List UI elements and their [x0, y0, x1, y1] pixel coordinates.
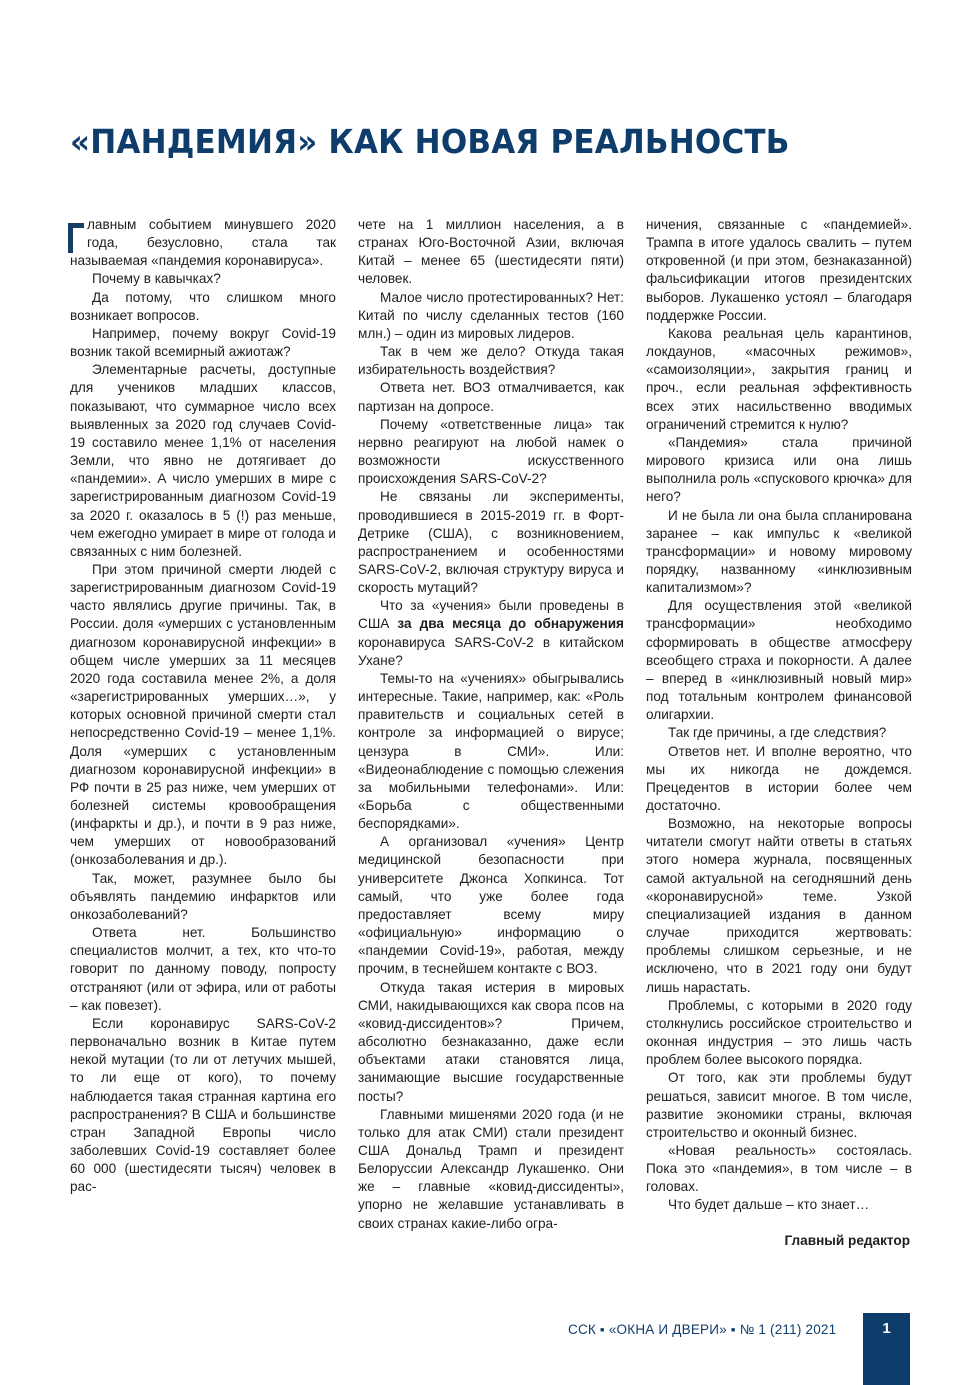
drop-cap-letter-shape	[68, 223, 84, 253]
paragraph: Возможно, на некоторые вопросы читатели смогут найти ответы в статьях этого номера журнала, посвященных самой актуальной на сегодняшний день «коронавирусной» теме. Узкой специализацией издания в данном случае приходится жертвовать: проблемы слишком серьезные, и не исключено, что в 2021 году они будут лишь нарастать.	[646, 816, 912, 995]
article-title: «ПАНДЕМИЯ» КАК НОВАЯ РЕАЛЬНОСТЬ	[70, 122, 790, 161]
article-column-1	[70, 216, 336, 1196]
paragraph: Малое число протестированных? Нет: Китай по числу сделанных тестов (160 млн.) – один из мировых лидеров.	[358, 289, 624, 341]
paragraph-continued: чете на 1 миллион населения, а в странах Юго-Восточной Азии, включая Китай – менее 65 (шестидесяти пяти) человек.	[358, 217, 624, 287]
paragraph: Элементарные расчеты, доступные для учеников младших классов, показывают, что суммарное число всех выявленных за 2020 год случаев Covid-19 составило менее 1,1% от населения Земли, что явно не дотягивает до «пандемии». А число умерших в мире с зарегистрированным диагнозом Covid-19 за 2020 г. оказалось в 5 (!) раз меньше, чем ежегодно умирает в мире от голода и связанных с ним болезней.	[70, 362, 336, 559]
paragraph: «Новая реальность» состоялась. Пока это «пандемия», в том числе – в головах.	[646, 1142, 912, 1195]
paragraph: Так, может, разумнее было бы объявлять пандемию инфарктов или онкозаболеваний?	[70, 870, 336, 922]
paragraph: И не была ли она была спланирована заранее – как импульс к «великой трансформации» и новому мировому порядку, названному «инклюзивным капитализмом»?	[646, 507, 912, 596]
paragraph: Какова реальная цель карантинов, локдаунов, «масочных режимов», «самоизоляции», закрытия границ и проч., если реальная эффективность всех этих насильственно вводимых ограничений стремится к нулю?	[646, 325, 912, 432]
paragraph: «Пандемия» стала причиной мирового кризиса или она лишь выполнила роль «спускового крючка» для него?	[646, 434, 912, 505]
paragraph: Откуда такая истерия в мировых СМИ, накидывающихся как свора псов на «ковид-диссидентов»? Причем, абсолютно безнаказанно, даже если объектами атаки становятся лица, занимающие высшие государственные посты?	[358, 979, 624, 1104]
article-column-2	[358, 216, 624, 1233]
lead-paragraph: лавным событием минувшего 2020 года, безусловно, стала так называемая «пандемия коронавируса».	[70, 217, 336, 269]
page-number-tab	[863, 1313, 910, 1385]
paragraph: А организовал «учения» Центр медицинской безопасности при университете Джонса Хопкинса. Тот самый, что уже более года предоставляет всему миру «официальную» информацию о «пандемии Covid-19», работая, между прочим, в теснейшем контакте с ВОЗ.	[358, 834, 624, 977]
paragraph: Не связаны ли эксперименты, проводившиеся в 2015-2019 гг. в Форт-Детрике (США), с возникновением, распространением и особенностями SARS-CoV-2, включая структуру вируса и скорость мутаций?	[358, 489, 624, 596]
paragraph: Для осуществления этой «великой трансформации» необходимо сформировать в обществе атмосферу всеобщего страха и покорности. А далее – вперед в «инклюзивный новый мир» под тотальным контролем финансовой олигархии.	[646, 598, 912, 723]
paragraph: При этом причиной смерти людей с зарегистрированным диагнозом Covid-19 часто являлись другие причины. Так, в России. доля «умерших с установленным диагнозом коронавирусной инфекции» в общем числе умерших за 11 месяцев 2020 года составила менее 2%, а доля «зарегистрированных умерших…», у которых основной причиной смерти стал непосредственно Covid-19 – менее 1,1%. Доля «умерших с установленным диагнозом коронавирусной инфекции» в РФ почти в 25 раз ниже, чем умерших от болезней системы кровообращения (инфаркты и др.), и почти в 9 раз ниже, чем умерших от новообразований (онкозаболевания и др.).	[70, 561, 336, 868]
paragraph: Так где причины, а где следствия?	[668, 725, 887, 741]
paragraph: Главными мишенями 2020 года (и не только для атак СМИ) стали президент США Дональд Трамп и президент Белоруссии Александр Лукашенко. Они же – главные «ковид-диссиденты», упорно не желавшие устанавливать в своих странах какие-либо огра-	[358, 1106, 624, 1231]
paragraph: Да потому, что слишком много возникает вопросов.	[70, 289, 336, 323]
article-column-3	[646, 216, 912, 1215]
paragraph: Так в чем же дело? Откуда такая избирательность воздействия?	[358, 344, 624, 378]
author-signature: Главный редактор	[784, 1233, 910, 1248]
paragraph: Если коронавирус SARS-CoV-2 первоначально возник в Китае путем некой мутации (то ли от летучих мышей, то ли еще от кого), то почему наблюдается такая странная картина его распространения? В США и большинстве стран Западной Европы число заболевших Covid-19 составляет более 60 000 (шестидесяти тысяч) человек в рас-	[70, 1015, 336, 1195]
paragraph-with-emphasis: Что за «учения» были проведены в США за два месяца до обнаружения коронавируса SARS-CoV-2 в китайском Ухане?	[358, 598, 624, 668]
paragraph: Почему «ответственные лица» так нервно реагируют на любой намек о возможности искусственного происхождения SARS-CoV-2?	[358, 416, 624, 487]
paragraph: Почему в кавычках?	[92, 271, 221, 287]
page-number: 1	[882, 1320, 891, 1337]
paragraph: Ответов нет. И вполне вероятно, что мы их никогда не дождемся. Прецедентов в истории более чем достаточно.	[646, 743, 912, 813]
paragraph: Темы-то на «учениях» обыгрывались интересные. Такие, например, как: «Роль правительств и социальных сетей в контроле за информацией о вирусе; цензура в СМИ». Или: «Видеонаблюдение с помощью слежения за мобильными телефонами». Или: «Борьба с общественными беспорядками».	[358, 670, 624, 832]
emphasis-text: за два месяца до обнаружения	[397, 616, 624, 632]
paragraph: Проблемы, с которыми в 2020 году столкнулись российское строительство и оконная индустрия – это лишь часть проблем более высокого порядка.	[646, 997, 912, 1068]
paragraph: Ответа нет. ВОЗ отмалчивается, как партизан на допросе.	[358, 380, 624, 414]
publication-footer: ССК ▪ «ОКНА И ДВЕРИ» ▪ № 1 (211) 2021	[568, 1322, 837, 1337]
paragraph: Например, почему вокруг Covid-19 возник такой всемирный ажиотаж?	[70, 325, 336, 360]
paragraph-continued: ничения, связанные с «пандемией». Трампа в итоге удалось свалить – путем откровенной (и при этом, безнаказанной) фальсификации итогов президентских выборов. Лукашенко устоял – благодаря поддержке России.	[646, 217, 912, 323]
paragraph: Что будет дальше – кто знает…	[668, 1197, 870, 1213]
paragraph: Ответа нет. Большинство специалистов молчит, а тех, кто что-то говорит по данному поводу, попросту отстраняют (или от эфира, или от работы – как повезет).	[70, 925, 336, 1013]
drop-cap	[68, 218, 84, 252]
paragraph: От того, как эти проблемы будут решаться, зависит многое. В том числе, развитие экономики страны, включая строительство и оконный бизнес.	[646, 1070, 912, 1140]
